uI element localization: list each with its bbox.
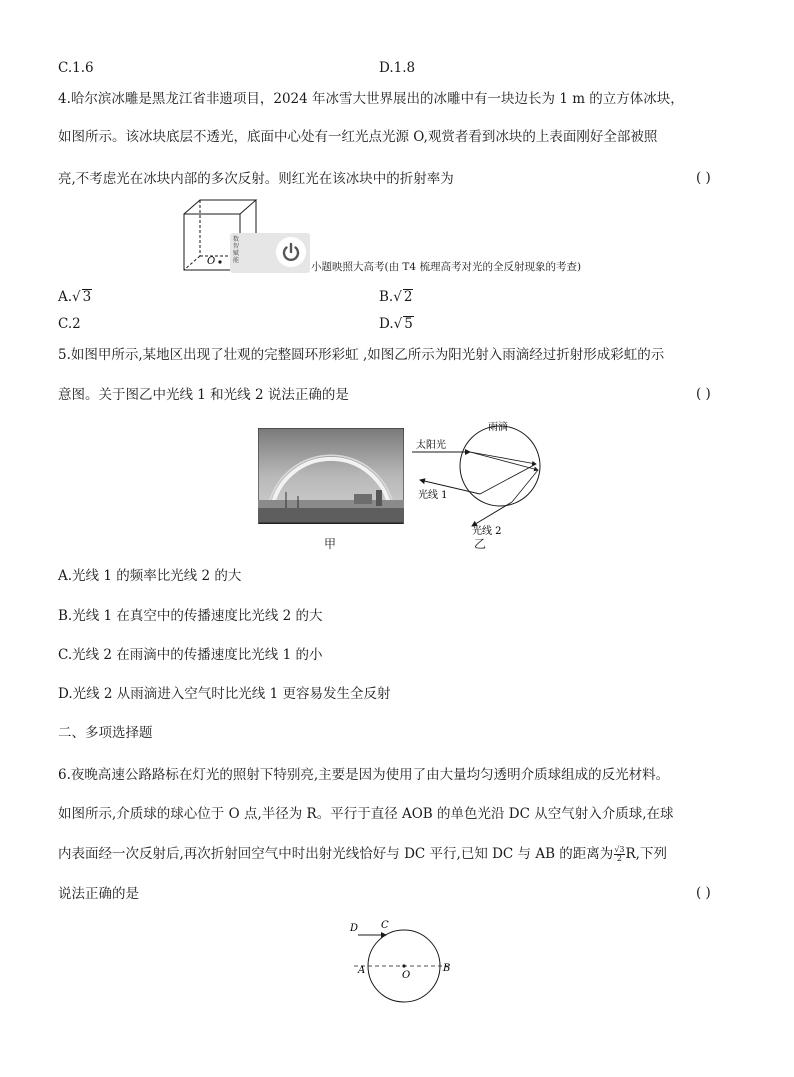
label-d: D (350, 923, 359, 934)
q4-stem-line2: 如图所示。该冰块底层不透光，底面中心处有一红光点光源 O,观赏者看到冰块的上表面刚好全部被照 (58, 129, 658, 145)
badge-caption: 小题映照大高考(由 T4 梳理高考对光的全反射现象的考查) (311, 261, 582, 273)
label-ray2: 光线 2 (472, 526, 502, 536)
q5-stem-line1: 5.如图甲所示,某地区出现了壮观的完整圆环形彩虹 ,如图乙所示为阳光射入雨滴经过折射形成彩虹的示 (58, 347, 665, 363)
q5-answer-bracket: ( ) (696, 386, 711, 402)
raindrop-circle (460, 426, 540, 506)
q5-option-a: A.光线 1 的频率比光线 2 的大 (58, 568, 242, 584)
q4-option-b: B.√ 2 (379, 289, 413, 305)
fig-label-jia: 甲 (324, 537, 337, 551)
q4-label-o: O (207, 256, 216, 267)
label-a: A (358, 965, 366, 976)
q4-stem-line1: 4.哈尔滨冰雕是黑龙江省非遗项目，2024 年冰雪大世界展出的冰雕中有一块边长为 1 m 的立方体冰块， (58, 91, 684, 107)
digital-badge[interactable] (230, 233, 310, 273)
q6-answer-bracket: ( ) (696, 885, 711, 901)
q6-stem-line4: 说法正确的是 (58, 886, 139, 902)
q5-option-d: D.光线 2 从雨滴进入空气时比光线 1 更容易发生全反射 (58, 686, 391, 702)
label-sunlight: 太阳光 (416, 440, 446, 451)
q6-stem-line1: 6.夜晚高速公路路标在灯光的照射下特别亮,主要是因为使用了由大量均匀透明介质球组成的反光材料。 (58, 767, 670, 783)
fraction-sqrt3-over-2: $\frac{√3}{2}$ (614, 845, 625, 863)
q4-answer-bracket: ( ) (696, 170, 711, 186)
q5-stem-line2: 意图。关于图乙中光线 1 和光线 2 说法正确的是 (58, 387, 349, 403)
dielectric-sphere-diagram (344, 914, 460, 1010)
q4-option-d: D.√ 5 (379, 316, 413, 332)
raindrop-diagram (412, 416, 562, 536)
q6-stem-line2: 如图所示,介质球的球心位于 O 点,半径为 R。平行于直径 AOB 的单色光沿 DC 从空气射入介质球,在球 (58, 806, 674, 822)
section-title-multiple-choice: 二、多项选择题 (58, 725, 153, 741)
fig-label-yi: 乙 (474, 537, 487, 551)
q6-stem-line3: 内表面经一次反射后,再次折射回空气中时出射光线恰好与 DC 平行,已知 DC 与 AB 的距离为 $\frac{√3}{2}$ R,下列 (58, 845, 667, 863)
q5-option-c: C.光线 2 在雨滴中的传播速度比光线 1 的小 (58, 647, 323, 663)
label-o: O (402, 970, 411, 981)
badge-text: 数智赋能 (233, 236, 240, 264)
q4-option-a: A.√ 3 (58, 289, 92, 305)
q3-option-c: C.1.6 (58, 60, 94, 76)
label-b: B (443, 963, 451, 974)
rainbow-photo (258, 428, 404, 524)
label-raindrop: 雨滴 (488, 422, 508, 433)
label-ray1: 光线 1 (418, 490, 448, 501)
label-c: C (381, 920, 389, 931)
light-source-point (218, 260, 221, 263)
q3-option-d: D.1.8 (379, 60, 416, 76)
q4-stem-line3: 亮,不考虑光在冰块内部的多次反射。则红光在该冰块中的折射率为 (58, 171, 454, 187)
q4-option-c: C.2 (58, 316, 81, 332)
q5-option-b: B.光线 1 在真空中的传播速度比光线 2 的大 (58, 608, 323, 624)
power-icon (276, 237, 306, 267)
